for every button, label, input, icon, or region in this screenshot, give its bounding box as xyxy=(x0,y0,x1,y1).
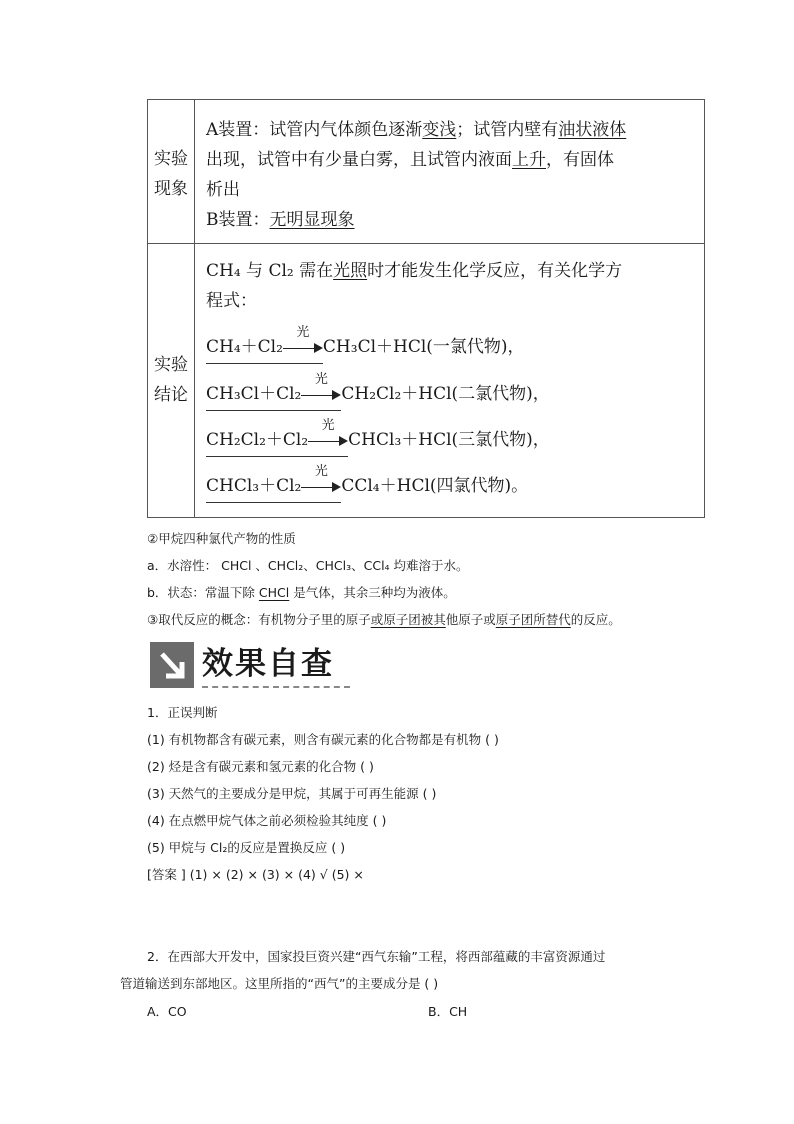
option-b: B．CH xyxy=(428,1004,468,1019)
judge-item: (4) 在点燃甲烷气体之前必须检验其纯度 ( ) xyxy=(147,813,387,828)
question-text: 管道输送到东部地区。这里所指的“西气”的主要成分是 ( ) xyxy=(120,976,439,991)
judge-item: (3) 天然气的主要成分是甲烷，其属于可再生能源 ( ) xyxy=(147,786,437,801)
experiment-table xyxy=(147,99,705,518)
reaction-equation: CHCl₃＋Cl₂ 光 CCl₄＋HCl(四氯代物)。 xyxy=(206,471,528,501)
judge-item: (2) 烃是含有碳元素和氢元素的化合物 ( ) xyxy=(147,759,374,774)
state-text: b．状态：常温下除 CHCl 是气体，其余三种均为液体。 xyxy=(147,585,456,600)
option-a: A．CO xyxy=(147,1004,187,1019)
judge-item: (1) 有机物都含有碳元素，则含有碳元素的化合物都是有机物 ( ) xyxy=(147,732,499,747)
reaction-equation: CH₂Cl₂＋Cl₂ 光 CHCl₃＋HCl(三氯代物)， xyxy=(206,425,550,455)
arrow-badge-icon xyxy=(150,642,194,688)
substitution-definition: ③取代反应的概念：有机物分子里的原子或原子团被其他原子或原子团所替代的反应。 xyxy=(147,612,621,627)
light-arrow-icon: 光 xyxy=(301,385,341,405)
section-title: ②甲烷四种氯代产物的性质 xyxy=(147,531,296,546)
answer-text: [答案 ] (1) × (2) × (3) × (4) √ (5) × xyxy=(147,867,364,882)
question-text: 2．在西部大开发中，国家投巨资兴建“西气东输”工程，将西部蕴藏的丰富资源通过 xyxy=(147,949,606,964)
conclusion-intro: CH₄ 与 Cl₂ 需在光照时才能发生化学反应，有关化学方 程式： xyxy=(206,261,623,311)
judge-heading: 1．正误判断 xyxy=(147,705,218,720)
solubility-text: a．水溶性： CHCl 、CHCl₂、CHCl₃、CCl₄ 均难溶于水。 xyxy=(147,558,469,573)
row-label-phenomenon: 实验 现象 xyxy=(154,149,188,199)
banner-title: 效果自查 xyxy=(202,646,334,682)
section-banner xyxy=(150,642,350,690)
reaction-equation: CH₄＋Cl₂ 光 CH₃Cl＋HCl(一氯代物)， xyxy=(206,332,525,362)
light-arrow-icon: 光 xyxy=(283,338,323,358)
row-label-conclusion: 实验 结论 xyxy=(154,355,188,405)
light-arrow-icon: 光 xyxy=(301,477,341,497)
light-arrow-icon: 光 xyxy=(308,431,348,451)
phenomenon-text: A装置：试管内气体颜色逐渐变浅；试管内壁有油状液体 出现，试管中有少量白雾，且试管内液面上升，有固体 析出 B装置：无明显现象 xyxy=(206,120,627,230)
reaction-equation: CH₃Cl＋Cl₂ 光 CH₂Cl₂＋HCl(二氯代物)， xyxy=(206,379,550,409)
judge-item: (5) 甲烷与 Cl₂的反应是置换反应 ( ) xyxy=(147,840,346,855)
